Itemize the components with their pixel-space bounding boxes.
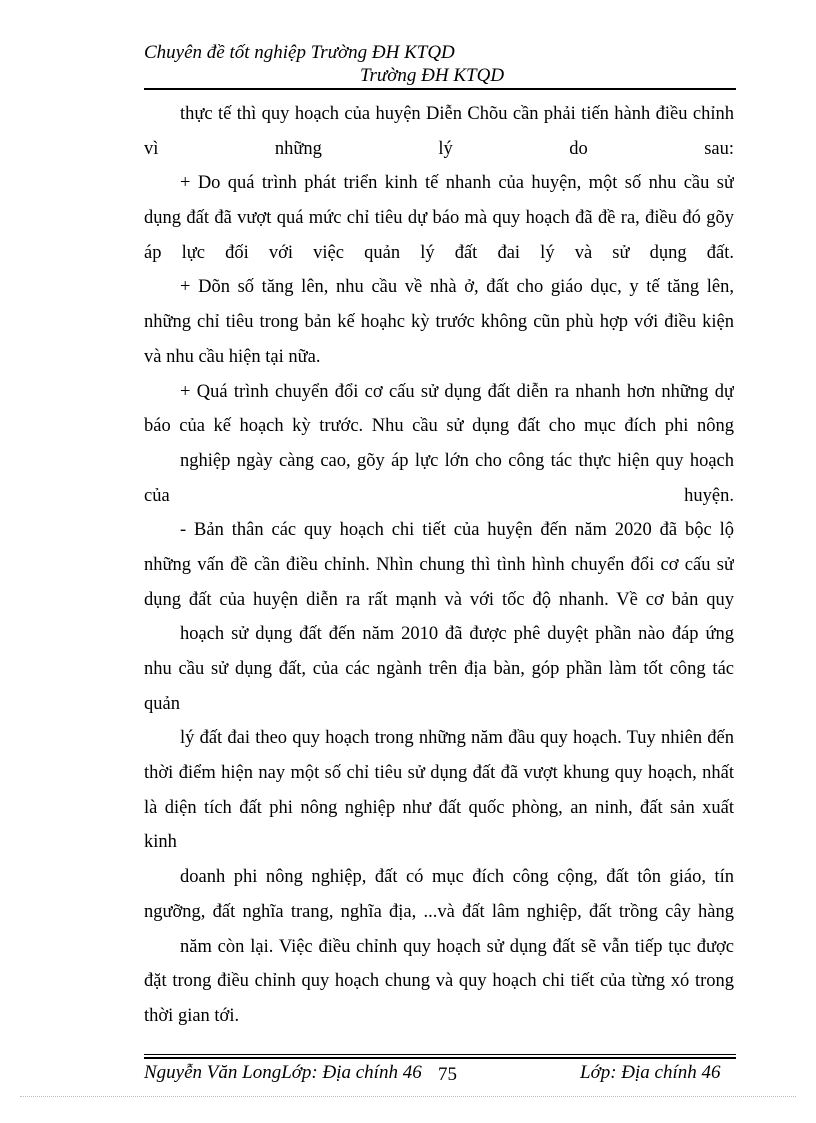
text-line: kinh [144,832,177,853]
text-line: là diện tích đất phi nông nghiệp như đất quốc phòng, an ninh, đất sản xuất [144,797,734,818]
header-title-line1: Chuyên đề tốt nghiệp Trường ĐH KTQD [144,42,455,63]
text-line: thời gian tới. [144,1005,240,1026]
text-line: và nhu cầu hiện tại nữa. [144,346,321,367]
text-line: nhu cầu sử dụng đất, của các ngành trên địa bàn, góp phần làm tốt công tác [144,659,734,679]
text-line: doanh phi nông nghiệp, đất có mục đích công cộng, đất tôn giáo, tín [180,867,734,888]
footer-author-class: Nguyễn Văn LongLớp: Địa chính 46 [144,1062,422,1083]
text-line: của huyện. [144,485,734,506]
text-line: áp lực đối với việc quản lý đất đai lý và sử dụng đất. [144,242,734,263]
document-body [144,97,734,1034]
footer-rule-thick [144,1057,736,1059]
text-line: hoạch sử dụng đất đến năm 2010 đã được phê duyệt phần nào đáp ứng [180,624,734,645]
text-line: đặt trong điều chỉnh quy hoạch chung và quy hoạch chi tiết của từng xó trong [144,971,734,992]
text-line: những vấn đề cần điều chỉnh. Nhìn chung thì tình hình chuyển đổi cơ cấu sử [144,554,734,575]
page-edge-divider [20,1096,796,1097]
text-line: quản [144,693,180,714]
text-line: + Dõn số tăng lên, nhu cầu về nhà ở, đất cho giáo dục, y tế tăng lên, [180,277,734,298]
header-title-line2: Trường ĐH KTQD [360,65,505,86]
page-number: 75 [438,1064,457,1085]
footer-rule-thin [144,1054,736,1055]
text-line: dụng đất đã vượt quá mức chỉ tiêu dự báo mà quy hoạch đã đề ra, điều đó gõy [144,208,734,229]
text-line: thực tế thì quy hoạch của huyện Diễn Chõu cần phải tiến hành điều chỉnh [180,104,734,124]
text-line: + Do quá trình phát triển kinh tế nhanh của huyện, một số nhu cầu sử [180,173,734,194]
text-line: dụng đất của huyện diễn ra rất mạnh và với tốc độ nhanh. Về cơ bản quy [144,589,734,610]
text-line: nghiệp ngày càng cao, gõy áp lực lớn cho công tác thực hiện quy hoạch [180,450,734,471]
text-line: vì những lý do sau: [144,138,734,159]
text-line: thời điểm hiện nay một số chỉ tiêu sử dụng đất đã vượt khung quy hoạch, nhất [144,763,734,784]
text-line: + Quá trình chuyển đổi cơ cấu sử dụng đất diễn ra nhanh hơn những dự [180,381,734,402]
header-rule [144,88,736,90]
text-line: năm còn lại. Việc điều chỉnh quy hoạch sử dụng đất sẽ vẫn tiếp tục được [180,936,734,957]
text-line: báo của kế hoạch kỳ trước. Nhu cầu sử dụng đất cho mục đích phi nông [144,416,734,437]
text-line: - Bản thân các quy hoạch chi tiết của huyện đến năm 2020 đã bộc lộ [180,520,734,541]
text-line: lý đất đai theo quy hoạch trong những năm đầu quy hoạch. Tuy nhiên đến [180,728,734,749]
text-line: ngưỡng, đất nghĩa trang, nghĩa địa, ...và đất lâm nghiệp, đất trồng cây hàng [144,901,734,922]
text-line: những chỉ tiêu trong bản kế hoạhc kỳ trước không cũn phù hợp với điều kiện [144,312,734,333]
footer-class: Lớp: Địa chính 46 [580,1062,721,1083]
